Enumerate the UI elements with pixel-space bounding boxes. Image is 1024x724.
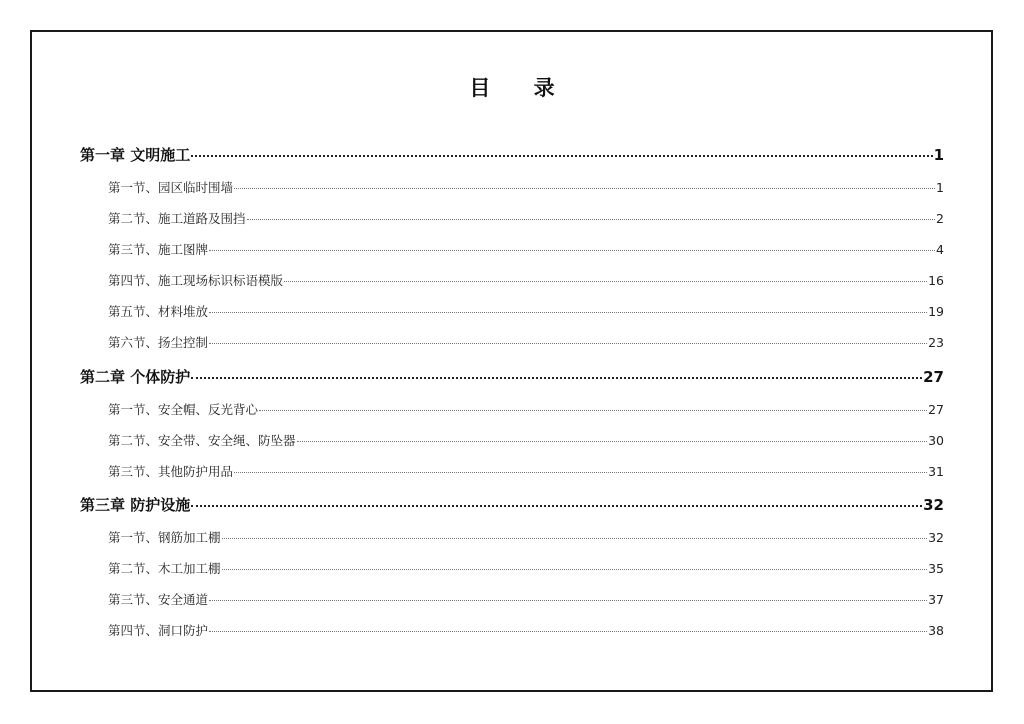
toc-section[interactable] xyxy=(108,240,944,258)
page-number: 16 xyxy=(928,273,944,288)
toc-section[interactable] xyxy=(108,178,944,196)
section-label: 第一节、钢筋加工棚 xyxy=(108,530,221,545)
section-label: 第六节、扬尘控制 xyxy=(108,335,209,350)
section-label: 第三节、施工图牌 xyxy=(108,242,209,257)
dot-leader xyxy=(191,377,922,379)
section-label: 第一节、安全帽、反光背心 xyxy=(108,402,259,417)
toc-section[interactable] xyxy=(108,528,944,546)
section-label: 第四节、施工现场标识标语模版 xyxy=(108,273,284,288)
dot-leader xyxy=(259,410,927,411)
page-number: 32 xyxy=(928,530,944,545)
toc-section[interactable] xyxy=(108,209,944,227)
section-label: 第二节、施工道路及围挡 xyxy=(108,211,246,226)
section-label: 第二节、安全带、安全绳、防坠器 xyxy=(108,433,296,448)
page-number: 1 xyxy=(936,180,944,195)
dot-leader xyxy=(247,219,936,220)
dot-leader xyxy=(284,281,927,282)
toc-title: 目 录 xyxy=(469,76,573,100)
section-label: 第三节、其他防护用品 xyxy=(108,464,234,479)
page-number: 32 xyxy=(923,496,944,514)
toc-chapter-3[interactable] xyxy=(80,494,944,515)
page-number: 23 xyxy=(928,335,944,350)
dot-leader xyxy=(234,472,927,473)
page-number: 38 xyxy=(928,623,944,638)
toc-section[interactable] xyxy=(108,431,944,449)
page-number: 2 xyxy=(936,211,944,226)
page-number: 19 xyxy=(928,304,944,319)
chapter-label: 第二章 个体防护 xyxy=(80,368,191,386)
page-number: 31 xyxy=(928,464,944,479)
page-number: 37 xyxy=(928,592,944,607)
toc-chapter-1[interactable] xyxy=(80,144,944,165)
dot-leader xyxy=(191,155,932,157)
dot-leader xyxy=(234,188,935,189)
page-number: 30 xyxy=(928,433,944,448)
dot-leader xyxy=(209,312,927,313)
section-label: 第五节、材料堆放 xyxy=(108,304,209,319)
dot-leader xyxy=(297,441,928,442)
toc-section[interactable] xyxy=(108,621,944,639)
toc-section[interactable] xyxy=(108,400,944,418)
dot-leader xyxy=(191,505,922,507)
chapter-label: 第一章 文明施工 xyxy=(80,146,191,164)
dot-leader xyxy=(209,343,927,344)
dot-leader xyxy=(209,600,927,601)
dot-leader xyxy=(209,631,927,632)
toc-section[interactable] xyxy=(108,333,944,351)
dot-leader xyxy=(222,569,928,570)
page-number: 27 xyxy=(928,402,944,417)
page-number: 4 xyxy=(936,242,944,257)
page-number: 35 xyxy=(928,561,944,576)
dot-leader xyxy=(209,250,935,251)
toc-section[interactable] xyxy=(108,271,944,289)
toc-section[interactable] xyxy=(108,590,944,608)
toc-section[interactable] xyxy=(108,302,944,320)
toc-section[interactable] xyxy=(108,559,944,577)
section-label: 第一节、园区临时围墙 xyxy=(108,180,234,195)
page-number: 27 xyxy=(923,368,944,386)
page-number: 1 xyxy=(933,146,944,164)
toc-chapter-2[interactable] xyxy=(80,366,944,387)
section-label: 第三节、安全通道 xyxy=(108,592,209,607)
section-label: 第四节、洞口防护 xyxy=(108,623,209,638)
dot-leader xyxy=(222,538,928,539)
section-label: 第二节、木工加工棚 xyxy=(108,561,221,576)
toc-section[interactable] xyxy=(108,462,944,480)
chapter-label: 第三章 防护设施 xyxy=(80,496,191,514)
